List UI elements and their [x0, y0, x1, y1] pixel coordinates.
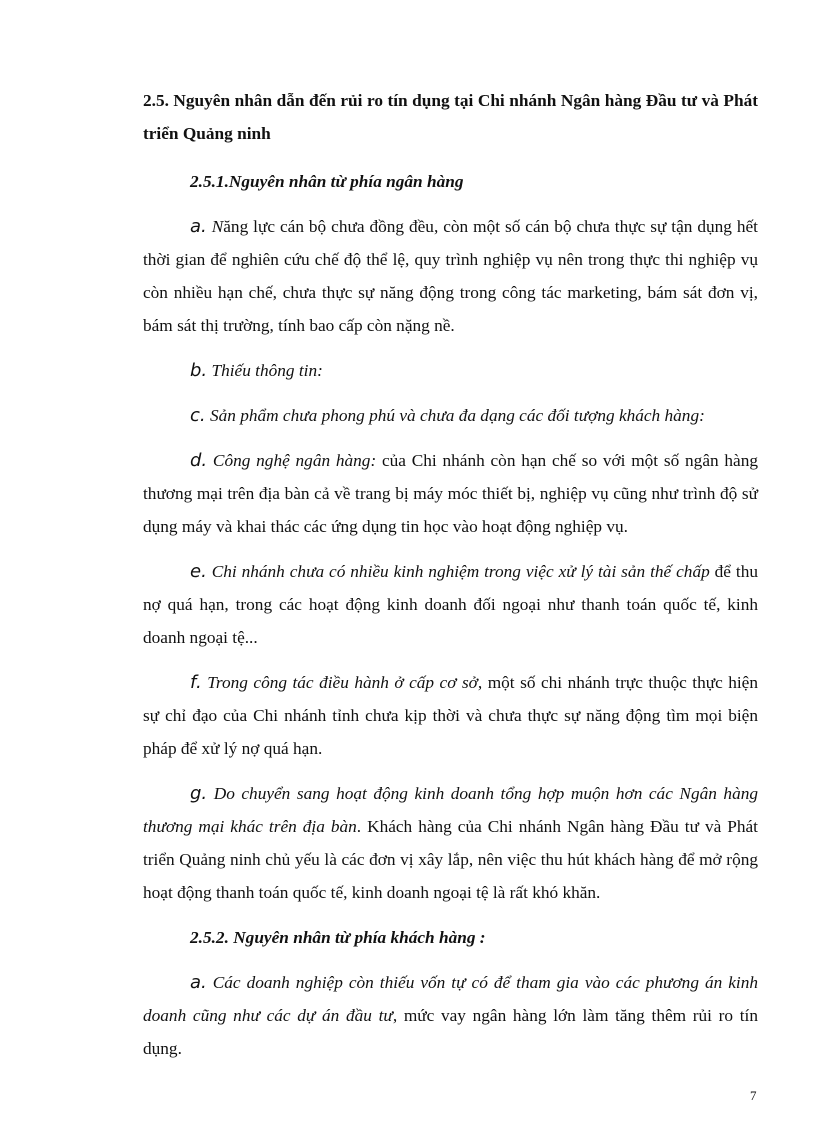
item-text: . Khách hàng của Chi nhánh Ngân hàng Đầu tư và Phát triển Quảng ninh chủ yếu là các đơn vị xây lắp, nên việc thu hút khách hàng để mở rộng hoạt động thanh toán quốc tế, kinh doanh ngoại tệ là rất khó khăn.: [143, 817, 758, 902]
item-lead: Sản phẩm chưa phong phú và chưa đa dạng các đối tượng khách hàng:: [205, 406, 705, 425]
page-number: 7: [750, 1088, 757, 1103]
item-lead: Chi nhánh chưa có nhiều kinh nghiệm trong việc xử lý tài sản thế chấp: [206, 562, 710, 581]
item-text: ăng lực cán bộ chưa đồng đều, còn một số cán bộ chưa thực sự tận dụng hết thời gian để nghiên cứu chế độ thể lệ, quy trình nghiệp vụ nên trong thực thi nghiệp vụ còn nhiều hạn chế, chưa thực sự năng động trong công tác marketing, bám sát đơn vị, bám sát thị trường, tính bao cấp còn nặng nề.: [143, 217, 758, 335]
paragraph-b: [143, 354, 758, 387]
item-marker: e.: [190, 561, 207, 582]
item-lead: Các doanh nghiệp còn thiếu vốn tự có để tham gia vào các phương án kinh doanh cũng như các dự án đầu tư: [143, 973, 758, 1025]
item-lead: Thiếu thông tin:: [207, 361, 323, 380]
section-title: 2.5. Nguyên nhân dẫn đến rủi ro tín dụng tại Chi nhánh Ngân hàng Đầu tư và Phát triển Quảng ninh: [143, 91, 758, 143]
document-page: [143, 84, 758, 1077]
item-lead: Do chuyển sang hoạt động kinh doanh tổng hợp muộn hơn các Ngân hàng thương mại khác trên địa bàn: [143, 784, 758, 836]
item-marker: c.: [190, 405, 206, 426]
item-text: , một số chi nhánh trực thuộc thực hiện sự chỉ đạo của Chi nhánh tỉnh chưa kịp thời và chưa thực sự năng động tìm mọi biện pháp để xử lý nợ quá hạn.: [143, 673, 758, 758]
paragraph-f: [143, 666, 758, 765]
subsection-title-customer: 2.5.2. Nguyên nhân từ phía khách hàng :: [190, 928, 486, 947]
paragraph-a: [143, 210, 758, 342]
item-marker: d.: [190, 450, 208, 471]
item-text: , mức vay ngân hàng lớn làm tăng thêm rủi ro tín dụng.: [143, 1006, 758, 1058]
item-marker: g.: [190, 783, 208, 804]
item-marker: b.: [190, 360, 208, 381]
paragraph-e: [143, 555, 758, 654]
item-marker: a.: [190, 216, 207, 237]
item-text: của Chi nhánh còn hạn chế so với một số ngân hàng thương mại trên địa bàn cả về trang bị máy móc thiết bị, nghiệp vụ cũng như trình độ sử dụng máy và khai thác các ứng dụng tin học vào hoạt động nghiệp vụ.: [143, 451, 759, 536]
paragraph-customer-a: [143, 966, 758, 1065]
item-marker: f.: [190, 672, 202, 693]
item-lead: Trong công tác điều hành ở cấp cơ sở: [201, 673, 478, 692]
paragraph-g: [143, 777, 758, 909]
paragraph-d: [143, 444, 758, 543]
item-lead: Công nghệ ngân hàng:: [207, 451, 377, 470]
item-lead: N: [206, 217, 224, 236]
item-text: để thu nợ quá hạn, trong các hoạt động kinh doanh đối ngoại như thanh toán quốc tế, kinh doanh ngoại tệ...: [143, 562, 758, 647]
subsection-title-bank: 2.5.1.Nguyên nhân từ phía ngân hàng: [190, 172, 464, 191]
paragraph-c: [143, 399, 758, 432]
item-marker: a.: [190, 972, 207, 993]
